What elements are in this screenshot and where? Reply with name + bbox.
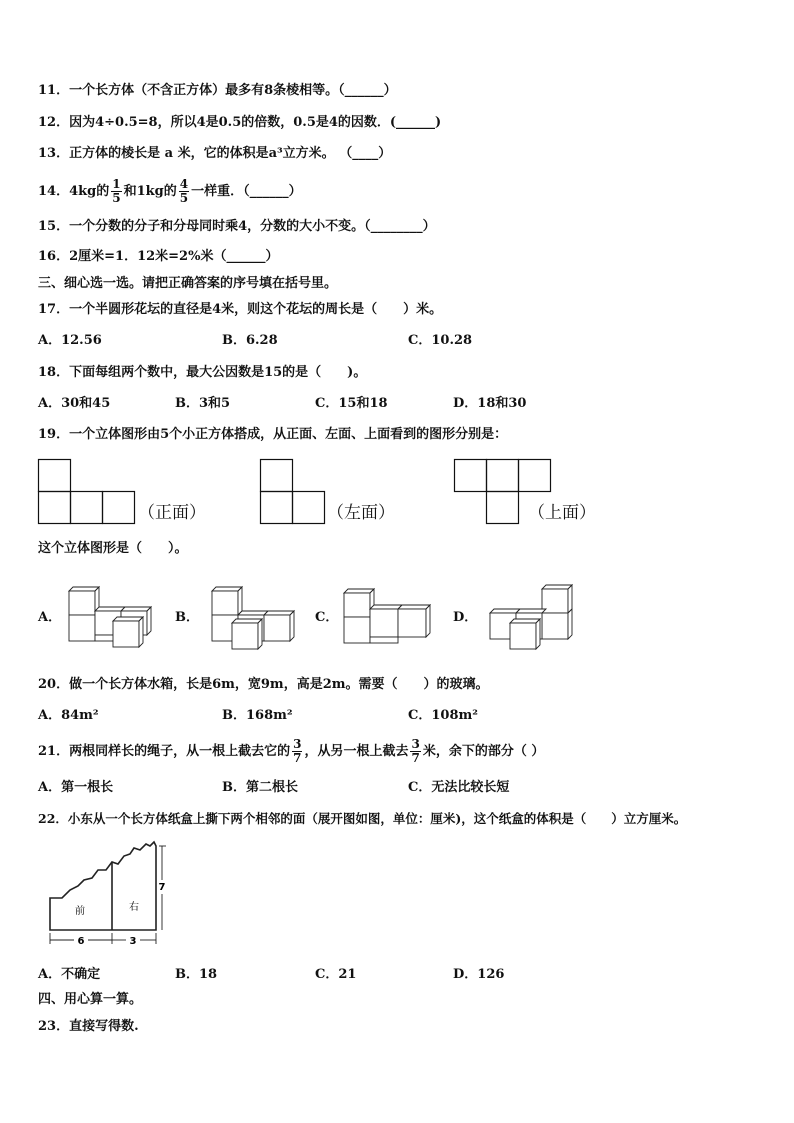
question-21 <box>38 738 544 765</box>
q21-suffix: 米，余下的部分（ ） <box>422 744 545 759</box>
q20-option-b: B．168m² <box>222 708 293 723</box>
q21-option-b: B．第二根长 <box>222 780 298 795</box>
question-13: 13．正方体的棱长是 a 米，它的体积是a³立方米。 （____） <box>38 146 392 161</box>
q21-prefix: 21．两根同样长的绳子，从一根上截去它的 <box>38 744 291 759</box>
q19-option-b-figure <box>210 583 300 653</box>
q19-option-c-figure <box>342 583 432 649</box>
section-3-heading: 三、细心选一选。请把正确答案的序号填在括号里。 <box>38 276 338 291</box>
question-18: 18．下面每组两个数中，最大公因数是15的是（ )。 <box>38 365 367 380</box>
q19-option-c: C． <box>315 610 339 625</box>
q22-option-b: B．18 <box>175 967 218 982</box>
q14-mid: 和1kg的 <box>123 184 177 199</box>
q17-option-c: C．10.28 <box>408 333 473 348</box>
q21-option-c: C．无法比较长短 <box>408 780 510 795</box>
q20-option-c: C．108m² <box>408 708 478 723</box>
q19-option-a: A． <box>38 610 62 625</box>
q22-width-6: 6 <box>77 936 85 947</box>
q21-fraction-2: $\frac{3}{7}$ <box>411 737 420 765</box>
q18-option-d: D．18和30 <box>453 396 527 411</box>
q14-fraction-2: $\frac{4}{5}$ <box>179 177 189 205</box>
q22-option-d: D．126 <box>453 967 505 982</box>
q22-width-3: 3 <box>129 936 137 947</box>
section-4-heading: 四、用心算一算。 <box>38 992 143 1007</box>
question-12: 12．因为4÷0.5=8，所以4是0.5的倍数，0.5是4的因数．(______) <box>38 115 442 130</box>
q22-option-c: C．21 <box>315 967 357 982</box>
question-15: 15．一个分数的分子和分母同时乘4，分数的大小不变。（________） <box>38 219 436 234</box>
question-16: 16．2厘米=1．12米=2%米（______） <box>38 249 279 264</box>
q18-option-b: B．3和5 <box>175 396 231 411</box>
q22-front-label: 前 <box>75 906 85 917</box>
q19-front-label: （正面） <box>138 503 206 523</box>
q20-option-a: A．84m² <box>38 708 99 723</box>
q22-height-7: 7 <box>158 882 166 893</box>
q19-option-d: D． <box>453 610 478 625</box>
q19-top-label: （上面） <box>528 503 596 523</box>
q19-option-d-figure <box>488 581 578 651</box>
q19-front-view <box>38 459 138 525</box>
question-19: 19．一个立体图形由5个小正方体搭成，从正面、左面、上面看到的图形分别是： <box>38 427 508 442</box>
q14-fraction-1: $\frac{1}{5}$ <box>112 177 121 205</box>
question-19-prompt: 这个立体图形是（ ）。 <box>38 541 188 556</box>
question-11: 11．一个长方体（不含正方体）最多有8条棱相等。（______） <box>38 83 397 98</box>
q17-option-b: B．6.28 <box>222 333 278 348</box>
q21-fraction-1: $\frac{3}{7}$ <box>293 737 302 765</box>
q19-left-view <box>260 459 330 525</box>
question-14 <box>38 178 302 205</box>
question-20: 20．做一个长方体水箱，长是6m，宽9m，高是2m。需要（ ）的玻璃。 <box>38 677 489 692</box>
q22-net-figure <box>40 840 170 950</box>
question-22: 22．小东从一个长方体纸盒上撕下两个相邻的面（展开图如图，单位：厘米)，这个纸盒的体积是（ ）立方厘米。 <box>38 811 687 826</box>
q14-prefix: 14．4kg的 <box>38 184 110 199</box>
question-23: 23．直接写得数. <box>38 1019 139 1034</box>
q19-option-b: B． <box>175 610 199 625</box>
q17-option-a: A．12.56 <box>38 333 102 348</box>
q18-option-c: C．15和18 <box>315 396 388 411</box>
q22-option-a: A．不确定 <box>38 967 101 982</box>
q21-mid: ，从另一根上截去 <box>304 744 409 759</box>
q19-left-label: （左面） <box>327 503 395 523</box>
q19-option-a-figure <box>65 583 155 649</box>
q14-suffix: 一样重．（______） <box>191 184 302 199</box>
q18-option-a: A．30和45 <box>38 396 111 411</box>
q21-option-a: A．第一根长 <box>38 780 114 795</box>
q22-right-label: 右 <box>129 902 139 913</box>
question-17: 17．一个半圆形花坛的直径是4米，则这个花坛的周长是（ ）米。 <box>38 302 443 317</box>
